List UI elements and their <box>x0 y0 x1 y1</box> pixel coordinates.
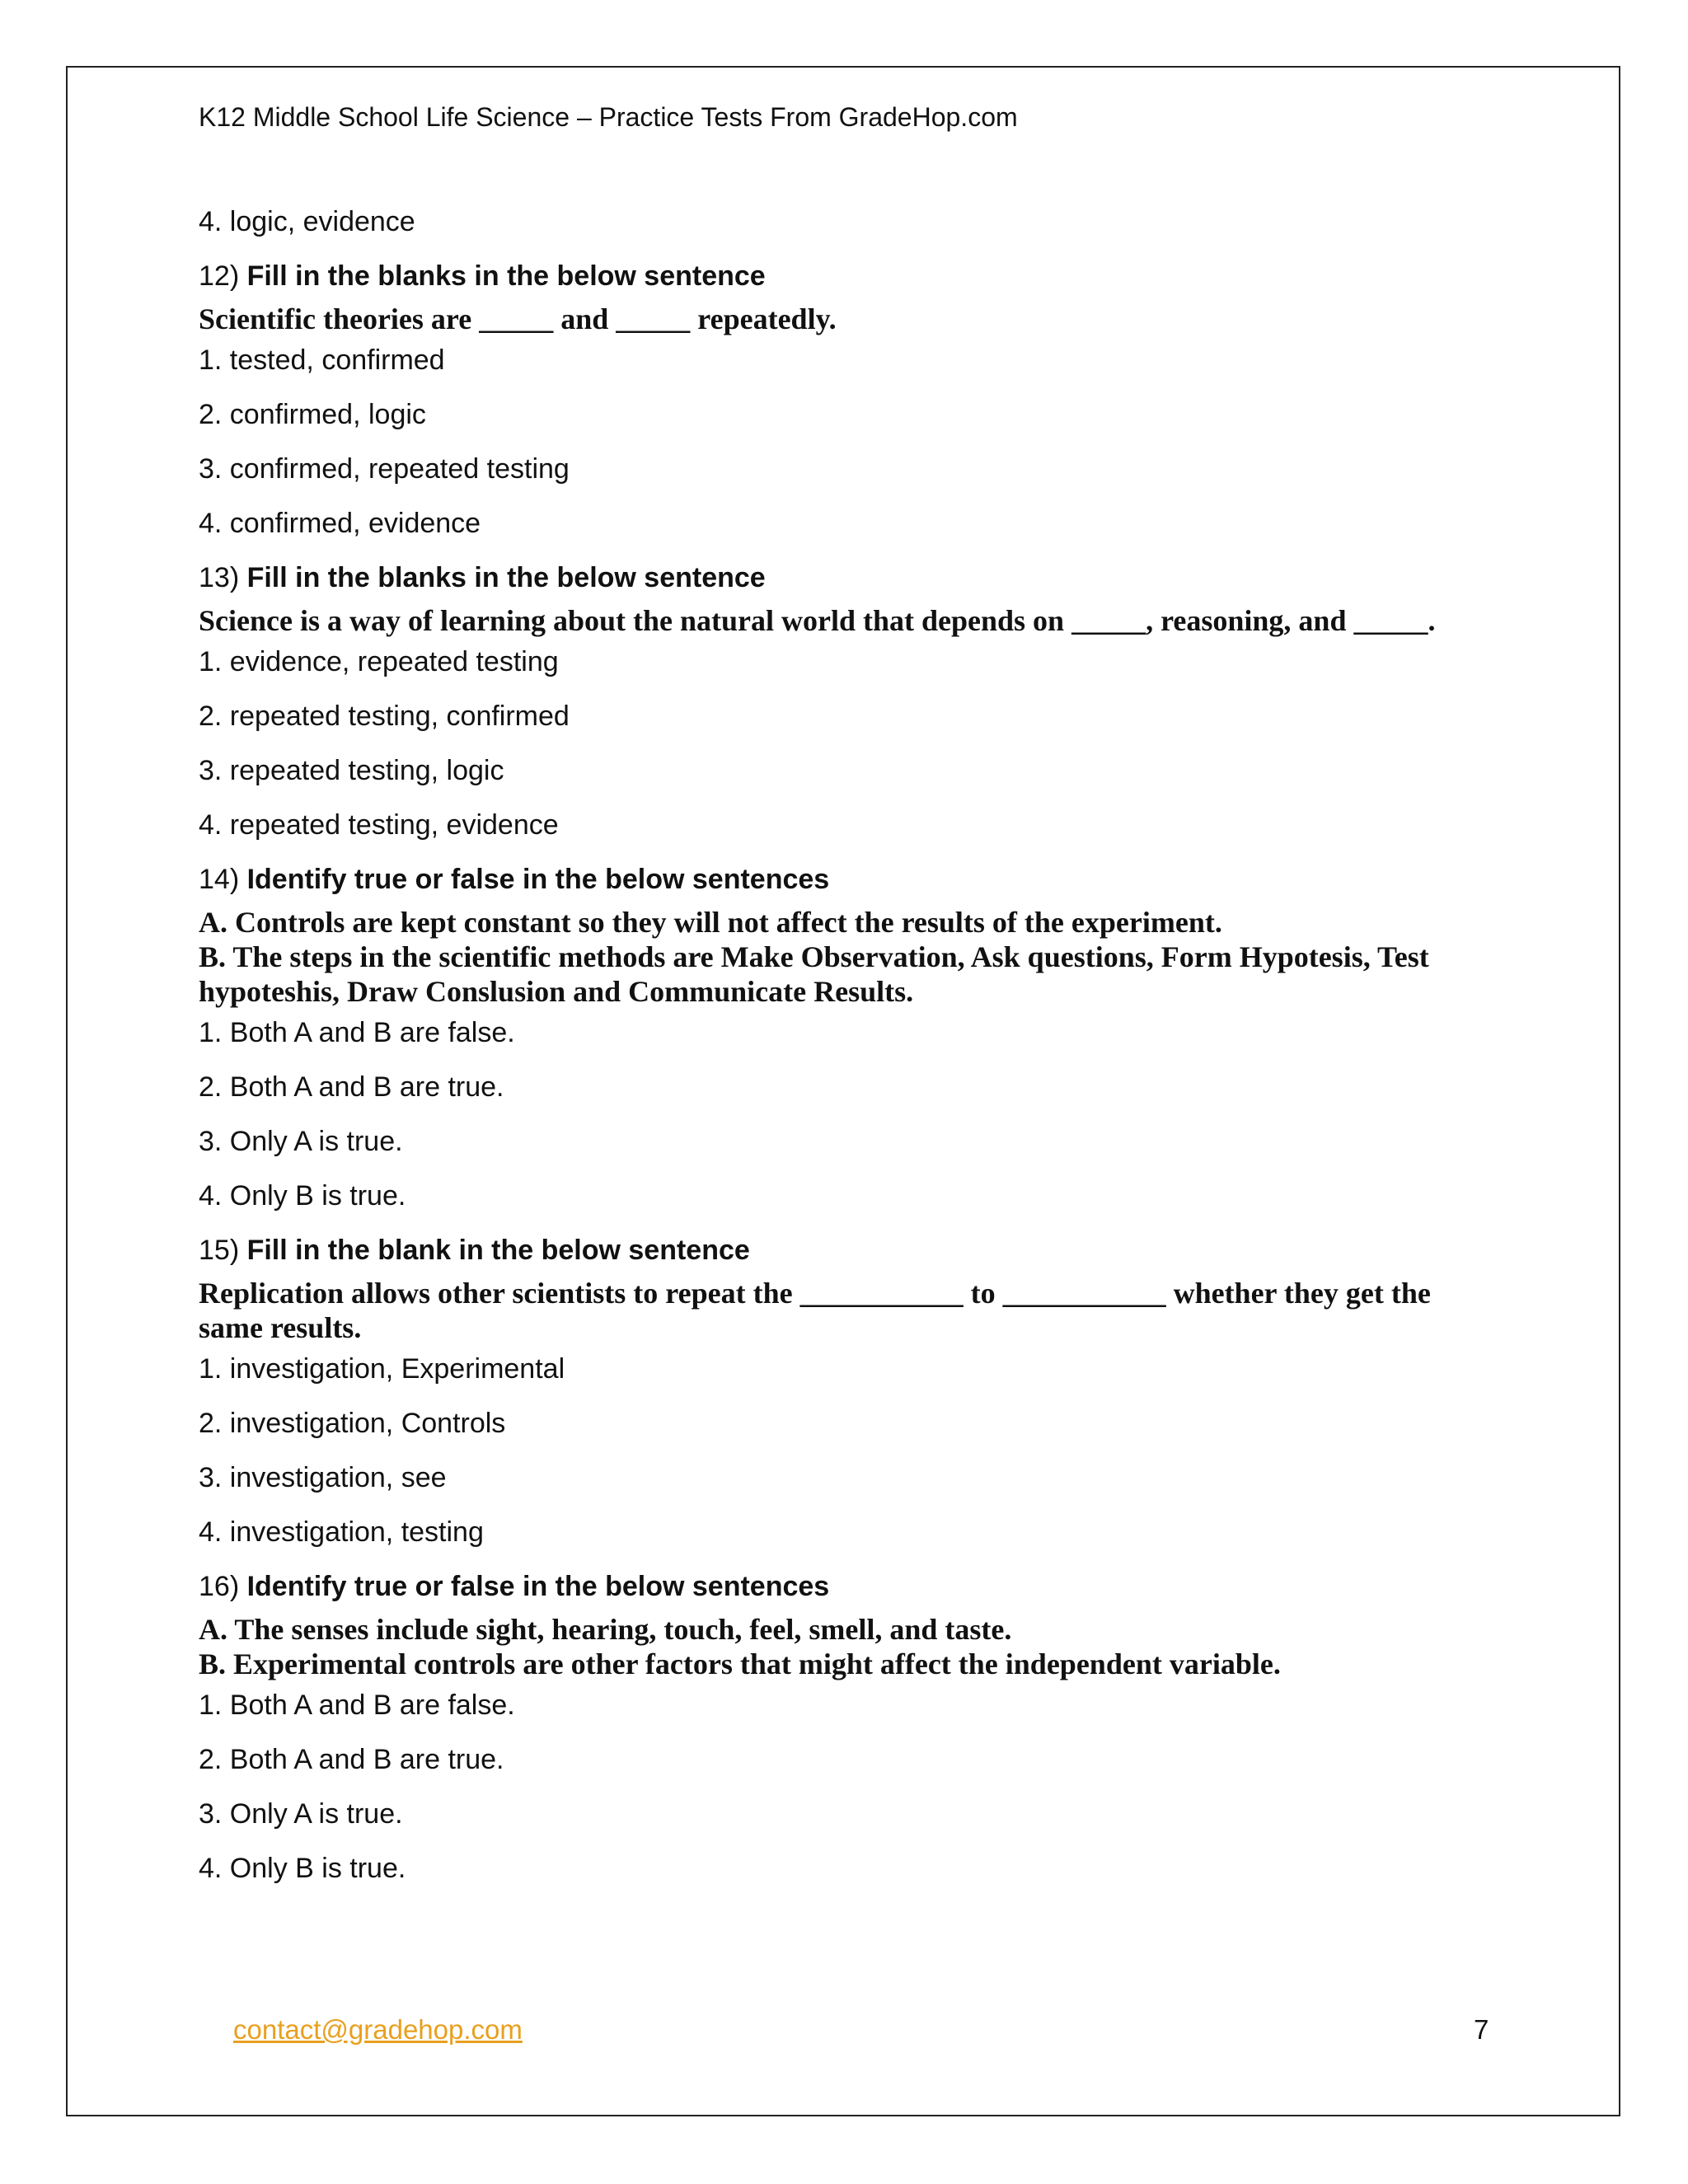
question-heading <box>199 1231 1484 1269</box>
question-list <box>199 203 1484 1887</box>
question-title: Fill in the blank in the below sentence <box>246 1235 750 1266</box>
question-heading <box>199 257 1484 295</box>
question-number: 15) <box>199 1235 240 1266</box>
answer-option: 4. repeated testing, evidence <box>199 809 559 841</box>
answer-option: 4. confirmed, evidence <box>199 508 481 539</box>
question-title: Fill in the blanks in the below sentence <box>246 260 766 292</box>
question-title: Identify true or false in the below sentences <box>246 864 830 895</box>
page-header: K12 Middle School Life Science – Practice Tests From GradeHop.com <box>199 102 1018 132</box>
answer-option: 3. investigation, see <box>199 1462 447 1493</box>
answer-option: 3. repeated testing, logic <box>199 755 504 786</box>
page-number: 7 <box>1474 2014 1489 2045</box>
answer-option: 4. investigation, testing <box>199 1516 484 1548</box>
answer-option: 1. Both A and B are false. <box>199 1690 515 1721</box>
question-number: 16) <box>199 1571 240 1602</box>
answer-option: 4. Only B is true. <box>199 1180 406 1212</box>
answer-option: 1. Both A and B are false. <box>199 1017 515 1048</box>
answer-option: 3. Only A is true. <box>199 1798 403 1830</box>
question-stem <box>199 905 1484 1009</box>
answer-option: 1. investigation, Experimental <box>199 1353 565 1385</box>
question-stem <box>199 1276 1484 1345</box>
question-number: 13) <box>199 562 240 593</box>
stem-line: B. Experimental controls are other factors that might affect the independent variable. <box>199 1647 1281 1680</box>
answer-option: 2. Both A and B are true. <box>199 1744 504 1775</box>
question-number: 12) <box>199 260 240 292</box>
answer-option: 2. Both A and B are true. <box>199 1071 504 1103</box>
contact-email-link[interactable]: contact@gradehop.com <box>233 2014 523 2045</box>
question-title: Identify true or false in the below sentences <box>246 1571 830 1602</box>
stem-line: A. Controls are kept constant so they will not affect the results of the experiment. <box>199 906 1222 939</box>
stem-line: same results. <box>199 1311 362 1344</box>
answer-option: 4. logic, evidence <box>199 206 415 237</box>
question-heading <box>199 860 1484 898</box>
question-heading <box>199 559 1484 597</box>
stem-line: B. The steps in the scientific methods are Make Observation, Ask questions, Form Hypotesis, Test <box>199 940 1429 973</box>
question-number: 14) <box>199 864 240 895</box>
answer-option: 3. confirmed, repeated testing <box>199 453 570 485</box>
stem-line: hypoteshis, Draw Conslusion and Communicate Results. <box>199 975 914 1008</box>
answer-option: 2. repeated testing, confirmed <box>199 701 570 732</box>
answer-option: 2. confirmed, logic <box>199 399 426 430</box>
question-heading <box>199 1568 1484 1605</box>
question-stem <box>199 1612 1484 1681</box>
question-stem: Scientific theories are _____ and _____ repeatedly. <box>199 302 837 335</box>
stem-line: Replication allows other scientists to repeat the ___________ to ___________ whether they get the <box>199 1277 1431 1310</box>
stem-line: A. The senses include sight, hearing, touch, feel, smell, and taste. <box>199 1613 1012 1646</box>
question-stem: Science is a way of learning about the natural world that depends on _____, reasoning, and _____. <box>199 604 1436 637</box>
question-title: Fill in the blanks in the below sentence <box>246 562 766 593</box>
answer-option: 4. Only B is true. <box>199 1853 406 1884</box>
answer-option: 2. investigation, Controls <box>199 1408 506 1439</box>
answer-option: 1. tested, confirmed <box>199 344 445 376</box>
answer-option: 3. Only A is true. <box>199 1126 403 1157</box>
answer-option: 1. evidence, repeated testing <box>199 646 559 677</box>
